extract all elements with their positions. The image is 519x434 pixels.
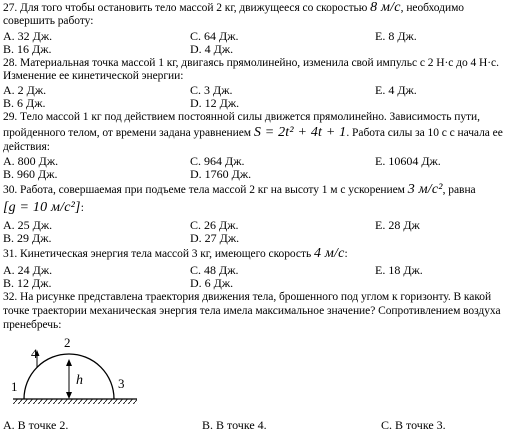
q28-option-e: Е. 4 Дж. bbox=[375, 83, 417, 97]
q32-stem-line2: точке траектории механическая энергия тела имела максимальное значение? Сопротивлением воздуха bbox=[3, 305, 501, 317]
q30-text-a: 30. Работа, совершаемая при подъеме тела массой 2 кг на высоту 1 м с ускорением bbox=[3, 184, 405, 196]
point-1-label: 1 bbox=[11, 379, 18, 394]
q27-stem-line2: совершить работу: bbox=[3, 15, 94, 27]
q27-text-b: , необходимо bbox=[400, 2, 465, 14]
q28-stem-line2: Изменение ее кинетической энергии: bbox=[3, 70, 184, 82]
q28-option-c: С. 3 Дж. bbox=[190, 83, 233, 97]
q29-formula: S = 2t² + 4t + 1 bbox=[253, 125, 347, 140]
q27-option-c: С. 64 Дж. bbox=[190, 29, 239, 43]
q27-option-e: Е. 8 Дж. bbox=[375, 29, 417, 43]
q30-text-c: : bbox=[80, 202, 84, 214]
q30-option-c: С. 26 Дж. bbox=[190, 218, 239, 232]
q30-formula: 3 м/с² bbox=[407, 182, 443, 197]
q27-formula: 8 м/с bbox=[370, 0, 401, 15]
q31-option-c: С. 48 Дж. bbox=[190, 263, 239, 277]
q31-stem bbox=[3, 247, 348, 261]
q30-option-d: D. 27 Дж. bbox=[190, 231, 240, 245]
point-2-label: 2 bbox=[64, 335, 71, 350]
q29-option-b: В. 960 Дж. bbox=[3, 167, 58, 181]
q31-option-d: D. 6 Дж. bbox=[190, 276, 234, 290]
q31-formula: 4 м/с bbox=[313, 246, 345, 261]
q30-option-a: А. 25 Дж. bbox=[3, 218, 53, 232]
point-3-label: 3 bbox=[118, 376, 125, 391]
q27-option-b: В. 16 Дж. bbox=[3, 42, 52, 56]
q30-stem-line2 bbox=[3, 201, 84, 215]
q31-option-a: А. 24 Дж. bbox=[3, 263, 53, 277]
q32-option-b: В. В точке 4. bbox=[202, 418, 267, 432]
height-arrow-head-bottom bbox=[66, 392, 72, 399]
q31-text-b: : bbox=[344, 248, 348, 260]
q27-stem bbox=[3, 1, 464, 15]
q30-stem bbox=[3, 183, 476, 197]
q32-option-c: С. В точке 3. bbox=[381, 418, 446, 432]
q27-text-a: 27. Для того чтобы остановить тело массой 2 кг, движущееся со скоростью bbox=[3, 2, 368, 14]
q28-option-d: D. 12 Дж. bbox=[190, 96, 240, 110]
q32-stem-line3: пренебречь: bbox=[3, 319, 62, 331]
q29-option-a: А. 800 Дж. bbox=[3, 154, 59, 168]
ground-hatching bbox=[13, 399, 137, 404]
q31-option-b: В. 12 Дж. bbox=[3, 276, 52, 290]
q29-stem-line2 bbox=[3, 126, 503, 140]
q30-option-b: В. 29 Дж. bbox=[3, 231, 52, 245]
q32-option-a: А. В точке 2. bbox=[3, 418, 69, 432]
q29-option-d: D. 1760 Дж. bbox=[190, 167, 252, 181]
q31-text-a: 31. Кинетическая энергия тела массой 3 кг, имеющего скорость bbox=[3, 248, 312, 260]
q27-option-d: D. 4 Дж. bbox=[190, 42, 234, 56]
q30-text-b: , равна bbox=[442, 184, 476, 196]
q31-option-e: Е. 18 Дж. bbox=[375, 263, 423, 277]
q30-formula-g: [g = 10 м/с²] bbox=[3, 200, 81, 215]
q28-option-a: А. 2 Дж. bbox=[3, 83, 47, 97]
height-arrow-head-top bbox=[66, 359, 72, 366]
q29-option-c: С. 964 Дж. bbox=[190, 154, 245, 168]
q30-option-e: Е. 28 Дж bbox=[375, 218, 420, 232]
q32-stem: 32. На рисунке представлена траектория движения тела, брошенного под углом к горизонту. В какой bbox=[3, 291, 492, 303]
point-4-label: 4 bbox=[31, 346, 38, 361]
q27-option-a: А. 32 Дж. bbox=[3, 29, 53, 43]
q29-stem: 29. Тело массой 1 кг под действием постоянной силы движется прямолинейно. Зависимость пути, bbox=[3, 111, 480, 123]
q29-text-a: пройденного телом, от времени задана уравнением bbox=[3, 127, 252, 139]
q28-option-b: В. 6 Дж. bbox=[3, 96, 46, 110]
height-label: h bbox=[76, 373, 83, 388]
q28-stem: 28. Материальная точка массой 1 кг, двигаясь прямолинейно, изменила свой импульс с 2 Н·с до 4 Н·с. bbox=[3, 57, 499, 69]
q29-option-e: Е. 10604 Дж. bbox=[375, 154, 441, 168]
trajectory-figure bbox=[0, 330, 160, 410]
q29-text-b: . Работа силы за 10 с с начала ее bbox=[346, 127, 503, 139]
q29-stem-line3: действия: bbox=[3, 141, 50, 153]
